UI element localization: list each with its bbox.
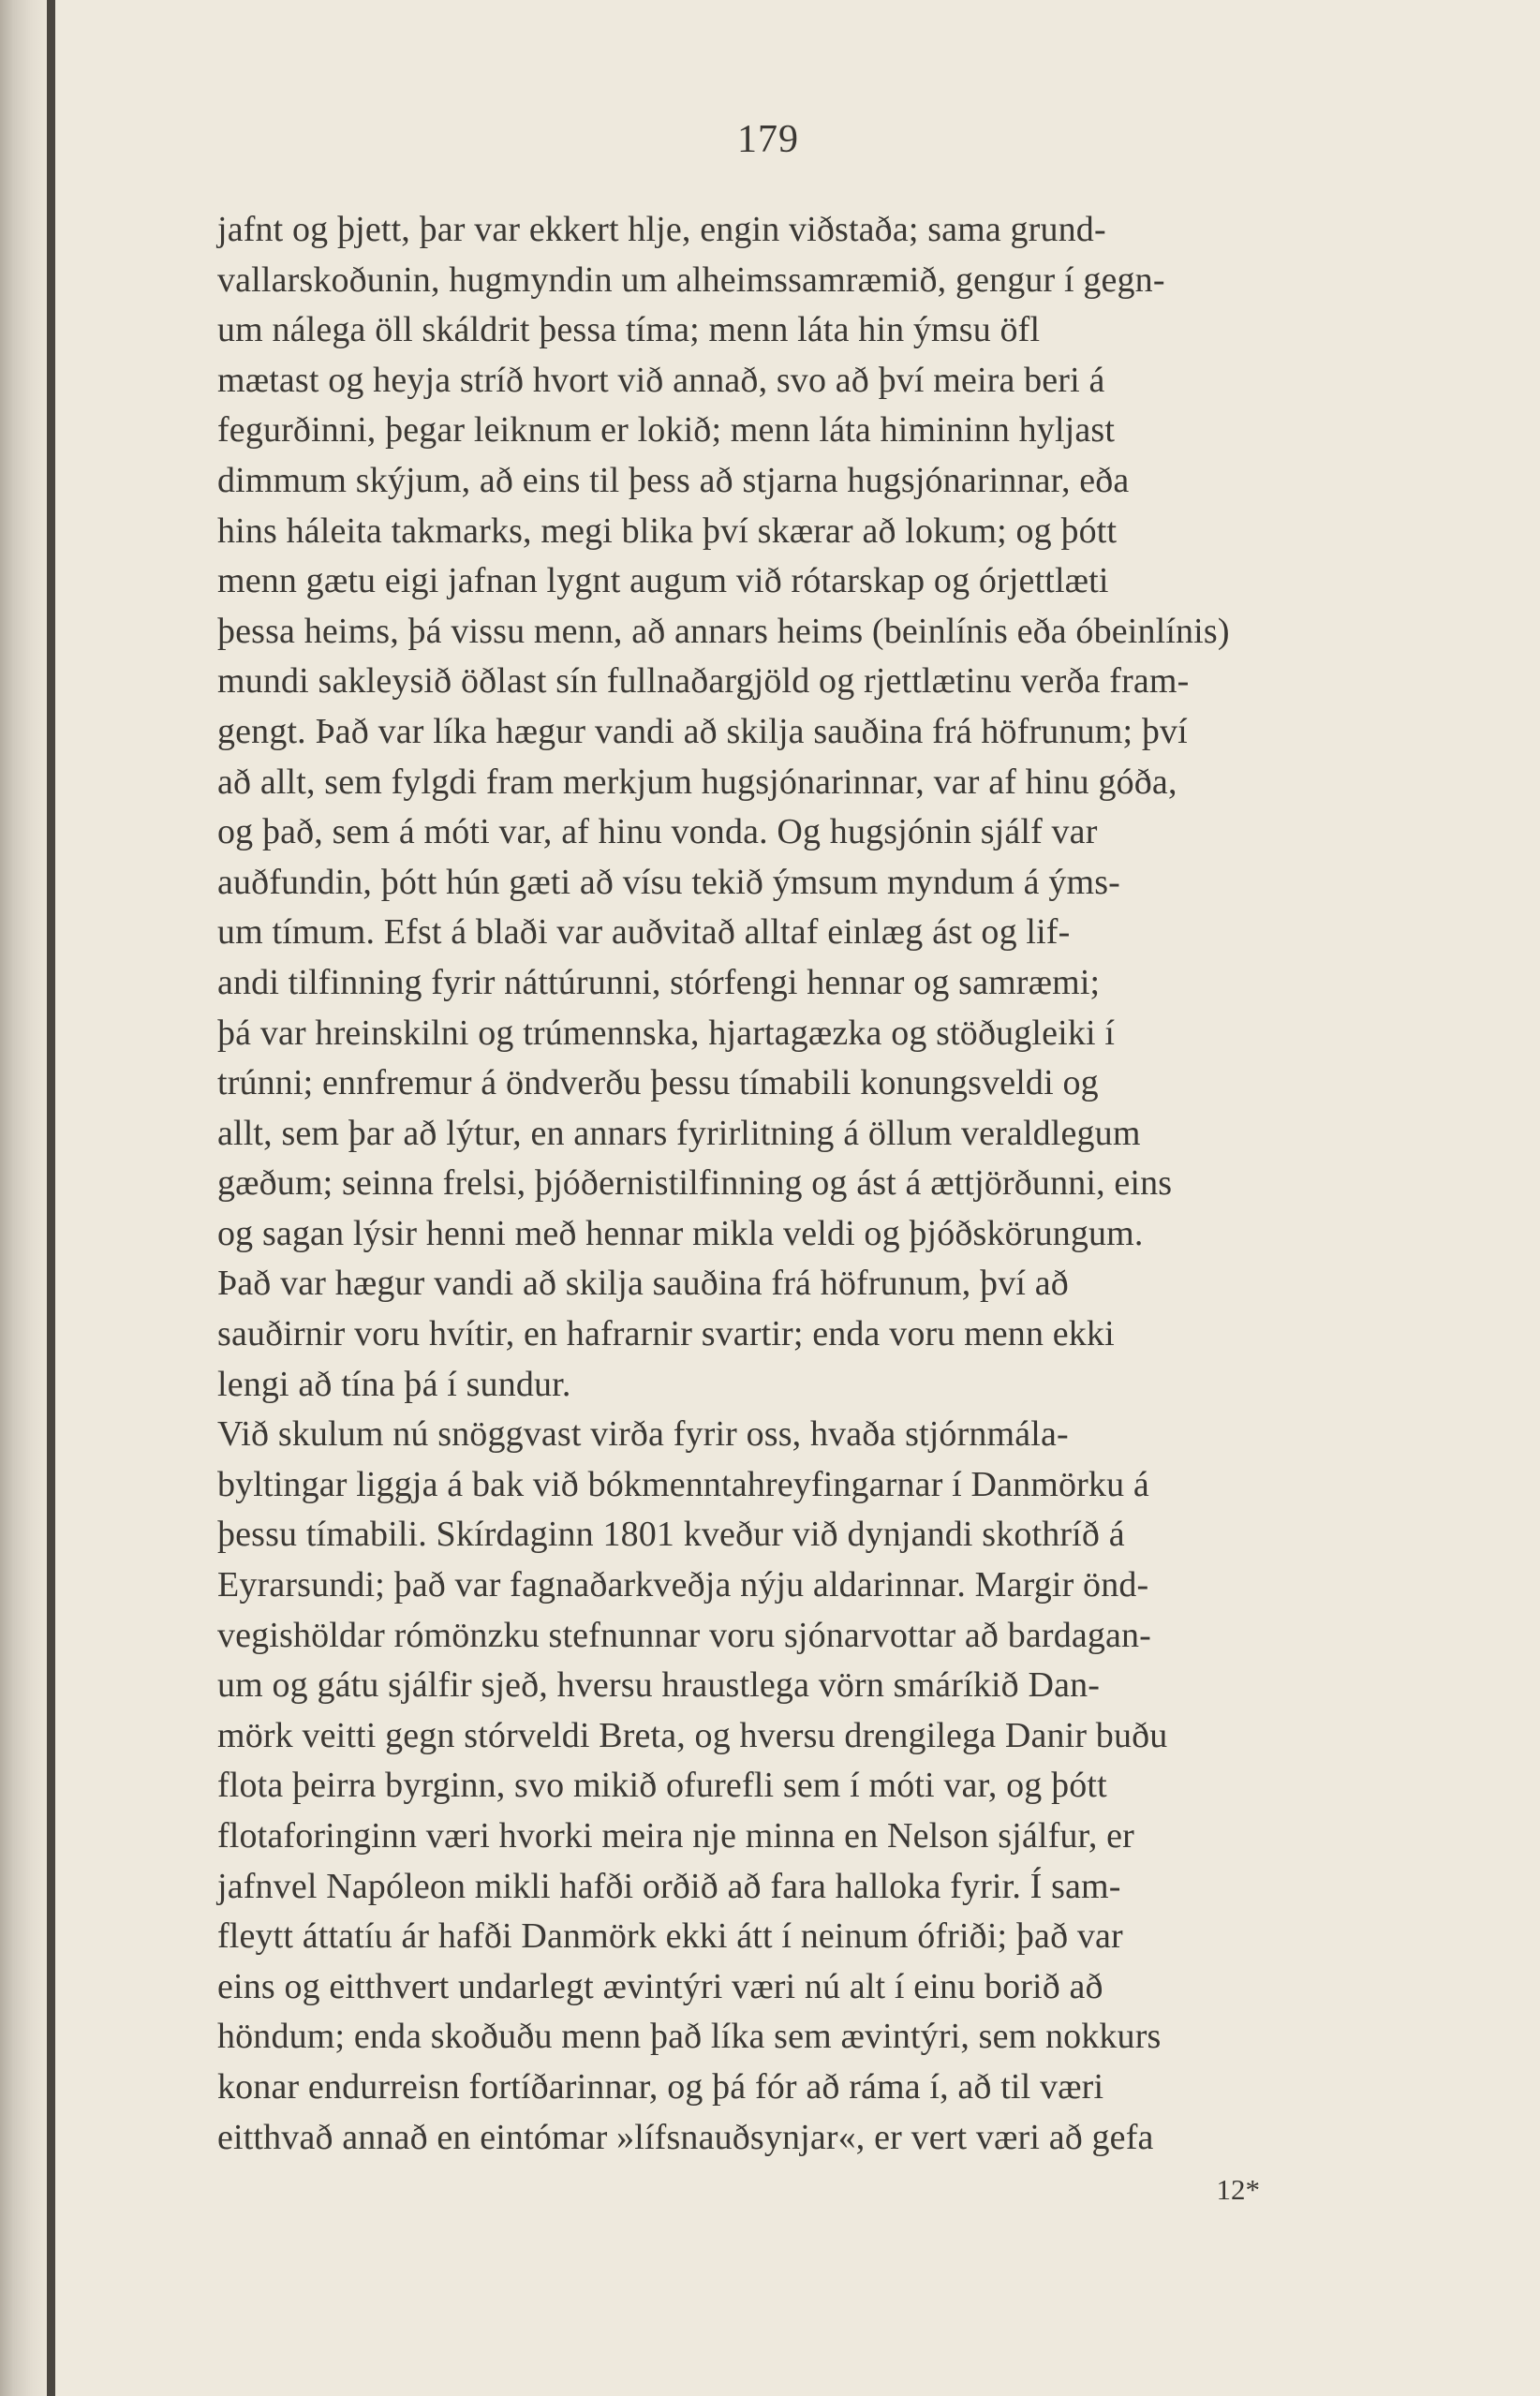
text-line: hins háleita takmarks, megi blika því skærar að lokum; og þótt — [217, 510, 1118, 551]
text-line: flota þeirra byrginn, svo mikið ofurefli sem í móti var, og þótt — [217, 1766, 1107, 1806]
text-line: auðfundin, þótt hún gæti að vísu tekið ýmsum myndum á ýms- — [217, 862, 1120, 902]
text-line: gengt. Það var líka hægur vandi að skilja sauðina frá höfrunum; því — [217, 711, 1188, 751]
text-line: trúnni; ennfremur á öndverðu þessu tímabili konungsveldi og — [217, 1063, 1099, 1103]
text-line: þessa heims, þá vissu menn, að annars heims (beinlínis eða óbeinlínis) — [217, 611, 1230, 651]
printer-signature-mark: 12* — [1216, 2173, 1260, 2206]
text-line: andi tilfinning fyrir náttúrunni, stórfengi hennar og samræmi; — [217, 962, 1101, 1002]
text-line: Við skulum nú snöggvast virða fyrir oss, hvaða stjórnmála- — [217, 1414, 1069, 1455]
text-line: að allt, sem fylgdi fram merkjum hugsjónarinnar, var af hinu góða, — [217, 762, 1177, 802]
text-line: lengi að tína þá í sundur. — [217, 1364, 571, 1404]
text-line: sauðirnir voru hvítir, en hafrarnir svartir; enda voru menn ekki — [217, 1314, 1115, 1354]
text-line: höndum; enda skoðuðu menn það líka sem ævintýri, sem nokkurs — [217, 2017, 1162, 2057]
text-line: um tímum. Efst á blaði var auðvitað alltaf einlæg ást og lif- — [217, 912, 1071, 953]
text-line: um og gátu sjálfir sjeð, hversu hraustlega vörn smáríkið Dan- — [217, 1665, 1101, 1706]
text-line: Eyrarsundi; það var fagnaðarkveðja nýju aldarinnar. Margir önd- — [217, 1565, 1149, 1605]
body-text — [217, 205, 1341, 2163]
page-number: 179 — [737, 118, 799, 161]
text-line: fleytt áttatíu ár hafði Danmörk ekki átt í neinum ófriði; það var — [217, 1916, 1123, 1957]
text-line: eins og eitthvert undarlegt ævintýri væri nú alt í einu borið að — [217, 1966, 1103, 2006]
text-line: vegishöldar rómönzku stefnunnar voru sjónarvottar að bardagan- — [217, 1615, 1151, 1655]
text-line: jafnt og þjett, þar var ekkert hlje, engin viðstaða; sama grund- — [217, 210, 1106, 249]
text-line: allt, sem þar að lýtur, en annars fyrirlitning á öllum veraldlegum — [217, 1113, 1141, 1153]
text-line: gæðum; seinna frelsi, þjóðernistilfinning og ást á ættjörðunni, eins — [217, 1163, 1173, 1204]
text-line: og það, sem á móti var, af hinu vonda. Og hugsjónin sjálf var — [217, 812, 1098, 852]
text-line: eitthvað annað en eintómar »lífsnauðsynjar«, er vert væri að gefa — [217, 2117, 1154, 2157]
text-line: jafnvel Napóleon mikli hafði orðið að fara halloka fyrir. Í sam- — [217, 1866, 1121, 1906]
text-line: konar endurreisn fortíðarinnar, og þá fór að ráma í, að til væri — [217, 2066, 1104, 2107]
text-line: Það var hægur vandi að skilja sauðina frá höfrunum, því að — [217, 1264, 1069, 1304]
text-line: flotaforinginn væri hvorki meira nje minna en Nelson sjálfur, er — [217, 1816, 1134, 1856]
text-line: fegurðinni, þegar leiknum er lokið; menn láta himininn hyljast — [217, 410, 1116, 451]
text-line: þessu tímabili. Skírdaginn 1801 kveður við dynjandi skothríð á — [217, 1515, 1125, 1555]
text-line: og sagan lýsir henni með hennar mikla veldi og þjóðskörungum. — [217, 1213, 1144, 1253]
binding-edge-line — [47, 0, 55, 2396]
text-line: mætast og heyja stríð hvort við annað, svo að því meira beri á — [217, 360, 1105, 400]
text-line: um nálega öll skáldrit þessa tíma; menn láta hin ýmsu öfl — [217, 310, 1041, 350]
text-line: vallarskoðunin, hugmyndin um alheimssamræmið, gengur í gegn- — [217, 259, 1165, 300]
text-line: dimmum skýjum, að eins til þess að stjarna hugsjónarinnar, eða — [217, 460, 1130, 500]
text-line: þá var hreinskilni og trúmennska, hjartagæzka og stöðugleiki í — [217, 1013, 1116, 1053]
text-line: mörk veitti gegn stórveldi Breta, og hversu drengilega Danir buðu — [217, 1715, 1168, 1755]
text-line: mundi sakleysið öðlast sín fullnaðargjöld og rjettlætinu verða fram- — [217, 661, 1190, 702]
text-line: byltingar liggja á bak við bókmenntahreyfingarnar í Danmörku á — [217, 1464, 1149, 1504]
text-line: menn gætu eigi jafnan lygnt augum við rótarskap og órjettlæti — [217, 561, 1109, 601]
